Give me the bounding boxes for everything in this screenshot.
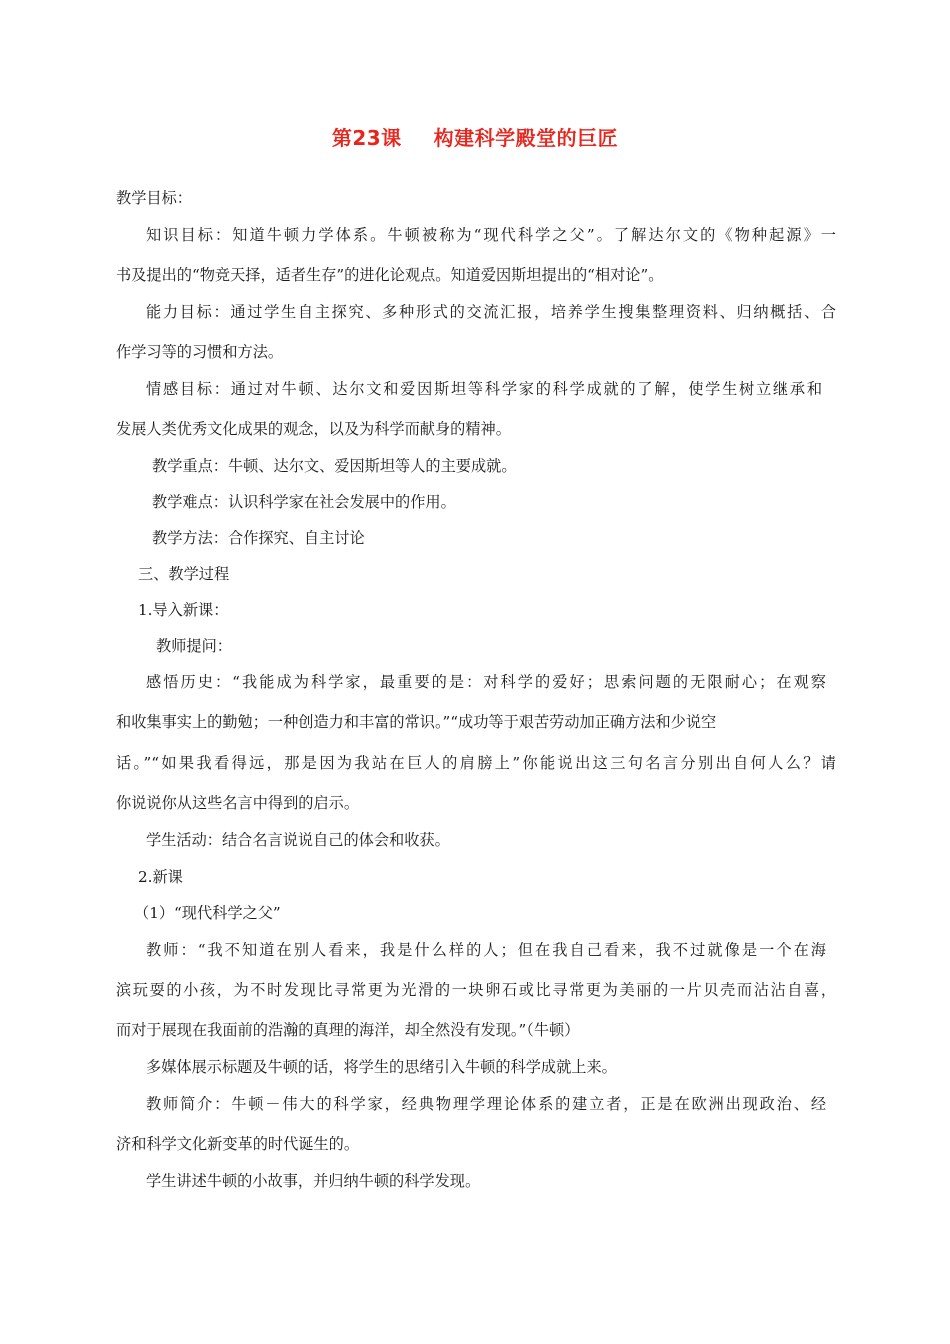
newton-quote-line-1: 教师：“我不知道在别人看来，我是什么样的人；但在我自己看来，我不过就像是一个在海 [146, 941, 826, 959]
objectives-heading: 教学目标： [116, 189, 192, 207]
lesson-name: 构建科学殿堂的巨匠 [433, 126, 619, 150]
student-activity: 学生活动：结合名言说说自己的体会和收获。 [146, 831, 450, 849]
student-story: 学生讲述牛顿的小故事，并归纳牛顿的科学发现。 [146, 1172, 481, 1190]
key-points: 教学重点：牛顿、达尔文、爱因斯坦等人的主要成就。 [152, 457, 517, 475]
newton-intro-line-2: 济和科学文化新变革的时代诞生的。 [116, 1135, 359, 1153]
lesson-number: 第23课 [331, 126, 402, 150]
section-1-heading: （1）“现代科学之父” [134, 904, 281, 922]
newton-intro-line-1: 教师简介：牛顿－伟大的科学家，经典物理学理论体系的建立者，正是在欧洲出现政治、经 [146, 1095, 826, 1113]
quote-line-4: 你说说你从这些名言中得到的启示。 [116, 794, 359, 812]
difficulties: 教学难点：认识科学家在社会发展中的作用。 [152, 493, 456, 511]
intro-heading: 1.导入新课： [138, 601, 229, 619]
methods: 教学方法：合作探究、自主讨论 [152, 529, 365, 547]
newton-quote-line-3: 而对于展现在我面前的浩瀚的真理的海洋，却全然没有发现。”（牛顿） [116, 1021, 580, 1039]
teacher-question: 教师提问： [156, 637, 232, 655]
quote-line-3: 话。”“如果我看得远，那是因为我站在巨人的肩膀上”你能说出这三句名言分别出自何人么？请 [116, 754, 836, 772]
quote-line-2: 和收集事实上的勤勉；一种创造力和丰富的常识。”“成功等于艰苦劳动加正确方法和少说空 [116, 713, 717, 731]
ability-objective-line-2: 作学习等的习惯和方法。 [116, 343, 284, 361]
knowledge-objective-line-1: 知识目标：知道牛顿力学体系。牛顿被称为“现代科学之父”。了解达尔文的《物种起源》一 [146, 226, 836, 244]
lesson-title [0, 122, 950, 151]
newton-quote-line-2: 滨玩耍的小孩，为不时发现比寻常更为光滑的一块卵石或比寻常更为美丽的一片贝壳而沾沾自喜， [116, 981, 836, 999]
ability-objective-line-1: 能力目标：通过学生自主探究、多种形式的交流汇报，培养学生搜集整理资料、归纳概括、合 [146, 303, 836, 321]
process-heading: 三、教学过程 [138, 565, 230, 583]
new-lesson-heading: 2.新课 [138, 868, 183, 886]
media-display: 多媒体展示标题及牛顿的话，将学生的思绪引入牛顿的科学成就上来。 [146, 1058, 617, 1076]
quote-line-1: 感悟历史：“我能成为科学家，最重要的是：对科学的爱好；思索问题的无限耐心；在观察 [146, 673, 826, 691]
emotion-objective-line-1: 情感目标：通过对牛顿、达尔文和爱因斯坦等科学家的科学成就的了解，使学生树立继承和 [146, 380, 822, 398]
knowledge-objective-line-2: 书及提出的“物竞天择，适者生存”的进化论观点。知道爱因斯坦提出的“相对论”。 [116, 266, 664, 284]
emotion-objective-line-2: 发展人类优秀文化成果的观念，以及为科学而献身的精神。 [116, 420, 511, 438]
